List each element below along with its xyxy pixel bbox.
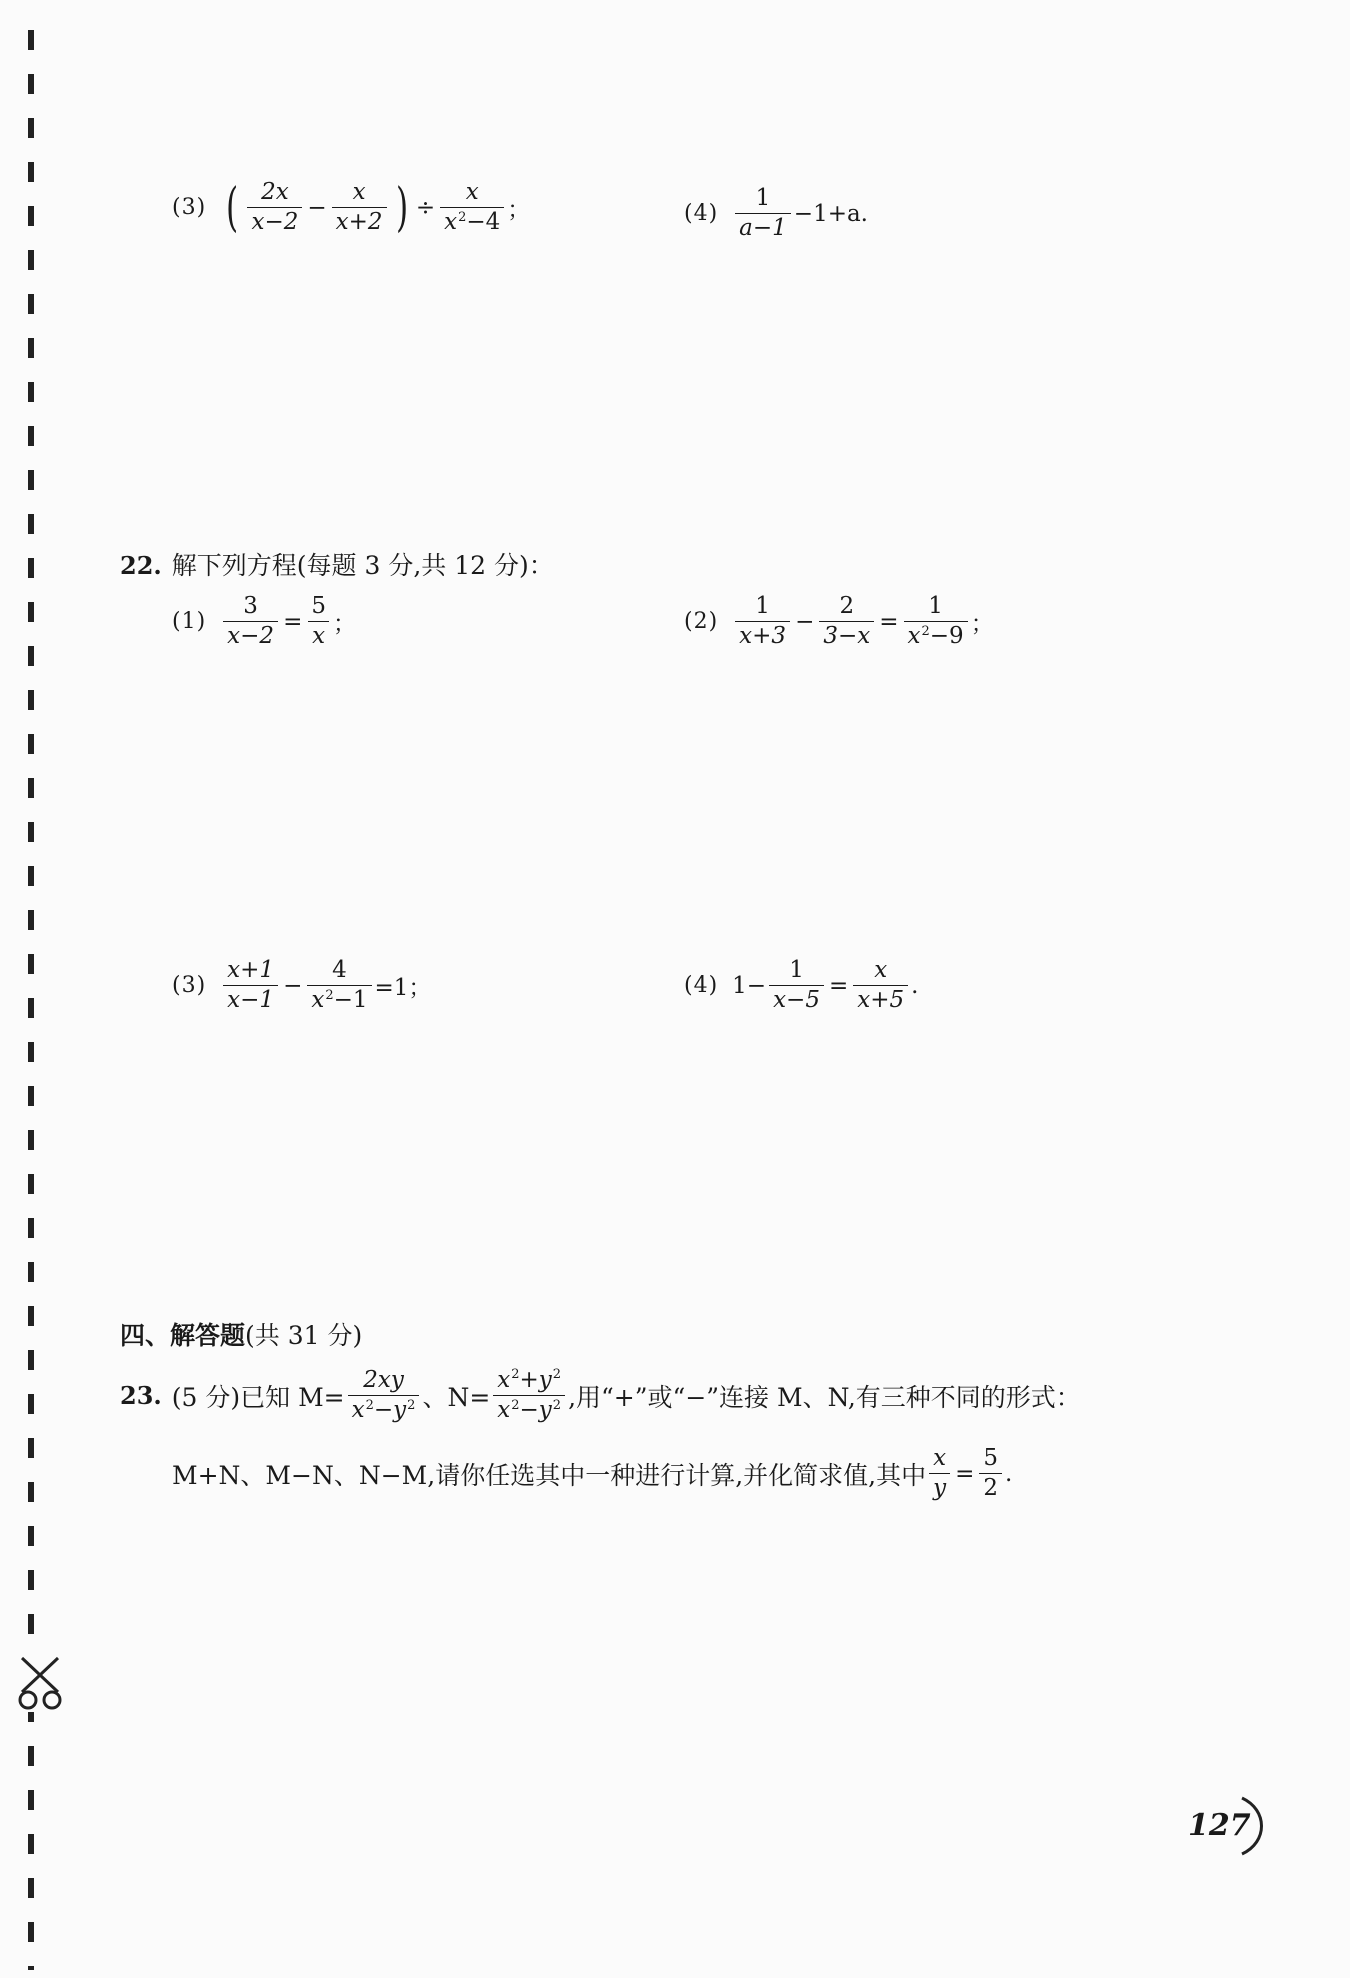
fraction: $\frac{3}{x-2}$ <box>223 594 278 650</box>
fraction-m: $\frac{2xy}{x^2-y^2}$ <box>348 1368 420 1424</box>
question-23-line-2: M+N、M−N、N−M,请你任选其中一种进行计算,并化简求值,其中 $\frac{x}{y}$ = $\frac{5}{2}$ . <box>172 1445 1013 1502</box>
fraction: $\frac{1}{x^2-9}$ <box>904 594 968 650</box>
section-4-heading: 四、解答题(共 31 分) <box>120 1321 363 1350</box>
fraction: $\frac{1}{x-5}$ <box>769 958 824 1014</box>
problem-22-3: (3) $\frac{x+1}{x-1}$ − $\frac{4}{x^2-1}$ =1； <box>172 957 432 1014</box>
page-number: 127 <box>1188 1808 1251 1843</box>
problem-22-4: (4) 1− $\frac{1}{x-5}$ = $\frac{x}{x+5}$ . <box>684 957 919 1014</box>
problem-21-3: (3) ( $\frac{2x}{x-2}$ − $\frac{x}{x+2}$ ) ÷ $\frac{x}{x^2-4}$ ； <box>172 177 531 238</box>
fraction: $\frac{2}{3-x}$ <box>819 594 874 650</box>
fraction: $\frac{x}{x+5}$ <box>853 958 908 1014</box>
fraction: $\frac{x}{x+2}$ <box>332 180 387 236</box>
problem-22-1: (1) $\frac{3}{x-2}$ = $\frac{5}{x}$ ； <box>172 593 356 650</box>
fraction: $\frac{x+1}{x-1}$ <box>223 958 278 1014</box>
problem-21-4: (4) $\frac{1}{a-1}$ −1+a. <box>684 185 868 242</box>
problem-22-2: (2) $\frac{1}{x+3}$ − $\frac{2}{3-x}$ = $\frac{1}{x^2-9}$ ； <box>684 593 994 650</box>
fraction-n: $\frac{x^2+y^2}{x^2-y^2}$ <box>493 1368 565 1424</box>
fraction: $\frac{x}{x^2-4}$ <box>440 180 504 236</box>
question-22-heading: 22. 解下列方程(每题 3 分,共 12 分)： <box>120 551 554 580</box>
fraction: $\frac{1}{a-1}$ <box>735 186 791 242</box>
fraction: $\frac{2x}{x-2}$ <box>247 180 302 236</box>
fraction: $\frac{5}{x}$ <box>307 594 330 650</box>
fraction: $\frac{1}{x+3}$ <box>735 594 790 650</box>
fraction: $\frac{x}{y}$ <box>929 1446 950 1502</box>
page-number-bracket <box>1238 1796 1268 1856</box>
fraction: $\frac{5}{2}$ <box>979 1446 1002 1502</box>
fraction: $\frac{4}{x^2-1}$ <box>307 958 371 1014</box>
scissors-icon <box>14 1652 66 1712</box>
question-23-line-1: 23. (5 分)已知 M= $\frac{2xy}{x^2-y^2}$ 、N= $\frac{x^2+y^2}{x^2-y^2}$ ,用“+”或“−”连接 M、N,有三种不同的形式： <box>120 1367 1081 1424</box>
